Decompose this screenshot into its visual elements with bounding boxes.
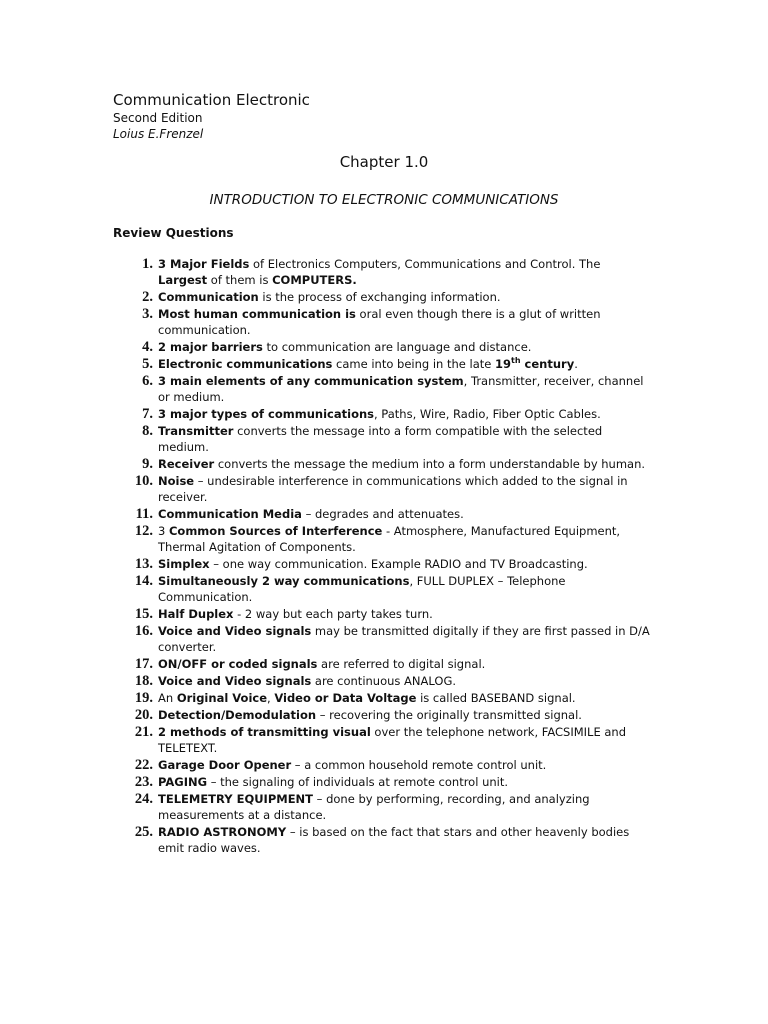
text-run: - Atmosphere, Manufactured Equipment, Thermal Agitation of Components. xyxy=(158,524,621,554)
list-item xyxy=(113,690,653,706)
list-item-number: 14. xyxy=(134,573,153,589)
list-item-number: 12. xyxy=(134,523,153,539)
text-run: converts the message the medium into a form understandable by human. xyxy=(214,457,646,471)
list-item-number: 25. xyxy=(134,824,153,840)
text-run: – a common household remote control unit. xyxy=(291,758,547,772)
list-item xyxy=(113,406,653,422)
list-item xyxy=(113,256,653,288)
list-item-number: 7. xyxy=(142,406,153,422)
text-run: – done by performing, recording, and analyzing measurements at a distance. xyxy=(158,792,590,822)
text-run: of Electronics Computers, Communications and Control. The xyxy=(249,257,601,271)
text-run: , Paths, Wire, Radio, Fiber Optic Cables. xyxy=(374,407,601,421)
list-item-text xyxy=(158,507,464,521)
list-item xyxy=(113,456,653,472)
list-item-text xyxy=(158,457,645,471)
list-item xyxy=(113,556,653,572)
list-item xyxy=(113,356,653,372)
list-item xyxy=(113,791,653,823)
bold-term: Video or Data Voltage xyxy=(274,691,417,705)
section-title: Review Questions xyxy=(113,226,234,240)
chapter-heading: Chapter 1.0 xyxy=(339,153,429,171)
list-item-number: 9. xyxy=(142,456,153,472)
chapter-title: INTRODUCTION TO ELECTRONIC COMMUNICATIONS xyxy=(209,192,559,208)
text-run: , Transmitter, receiver, channel or medium. xyxy=(158,374,644,404)
bold-term: COMPUTERS. xyxy=(272,273,357,287)
list-item xyxy=(113,774,653,790)
bold-term: PAGING xyxy=(158,775,208,789)
list-item-number: 3. xyxy=(142,306,153,322)
list-item-text xyxy=(158,758,546,772)
list-item xyxy=(113,373,653,405)
bold-term: 3 major types of communications xyxy=(158,407,374,421)
bold-term: Garage Door Opener xyxy=(158,758,292,772)
list-item-number: 4. xyxy=(142,339,153,355)
text-run: oral even though there is a glut of written communication. xyxy=(158,307,601,337)
list-item-text xyxy=(158,775,508,789)
list-item-number: 11. xyxy=(135,506,153,522)
book-edition: Second Edition xyxy=(113,111,203,125)
text-run: may be transmitted digitally if they are first passed in D/A converter. xyxy=(158,624,650,654)
bold-term: Largest xyxy=(158,273,208,287)
list-item-number: 19. xyxy=(134,690,153,706)
bold-term: Voice and Video signals xyxy=(158,624,312,638)
text-run: , xyxy=(267,691,275,705)
list-item xyxy=(113,523,653,555)
list-item xyxy=(113,824,653,856)
list-item-text xyxy=(158,624,650,654)
bold-term: Communication xyxy=(158,290,259,304)
review-questions-list xyxy=(113,256,653,857)
list-item xyxy=(113,707,653,723)
list-item-number: 1. xyxy=(142,256,153,272)
list-item-text xyxy=(158,290,501,304)
bold-term: Noise xyxy=(158,474,195,488)
bold-term: Original Voice xyxy=(176,691,267,705)
list-item-number: 21. xyxy=(134,724,153,740)
list-item-number: 18. xyxy=(134,673,153,689)
list-item-text xyxy=(158,524,620,554)
list-item-number: 6. xyxy=(142,373,153,389)
bold-term: ON/OFF or coded signals xyxy=(158,657,318,671)
list-item-text xyxy=(158,257,600,287)
bold-term: TELEMETRY EQUIPMENT xyxy=(158,792,314,806)
list-item xyxy=(113,306,653,338)
list-item-number: 10. xyxy=(134,473,153,489)
text-run: is called BASEBAND signal. xyxy=(416,691,576,705)
text-run: – undesirable interference in communications which added to the signal in receiver. xyxy=(158,474,628,504)
list-item-text xyxy=(158,708,582,722)
list-item xyxy=(113,606,653,622)
list-item-text xyxy=(158,657,485,671)
text-run: – the signaling of individuals at remote control unit. xyxy=(207,775,508,789)
bold-term: Electronic communications xyxy=(158,357,333,371)
list-item xyxy=(113,289,653,305)
list-item-text xyxy=(158,825,629,855)
book-title: Communication Electronic xyxy=(113,91,310,109)
list-item-number: 15. xyxy=(134,606,153,622)
text-run: – degrades and attenuates. xyxy=(301,507,464,521)
bold-term: 2 major barriers xyxy=(158,340,263,354)
list-item xyxy=(113,423,653,455)
text-run: of them is xyxy=(207,273,273,287)
book-author: Loius E.Frenzel xyxy=(113,127,204,141)
bold-term: Transmitter xyxy=(158,424,234,438)
list-item-text xyxy=(158,374,643,404)
bold-term: Simplex xyxy=(158,557,210,571)
list-item-number: 8. xyxy=(142,423,153,439)
bold-term: 3 Major Fields xyxy=(158,257,250,271)
list-item xyxy=(113,757,653,773)
text-run: is the process of exchanging information. xyxy=(258,290,501,304)
list-item-text xyxy=(158,557,588,571)
text-run: over the telephone network, FACSIMILE and TELETEXT. xyxy=(158,725,626,755)
text-run: , FULL DUPLEX – Telephone Communication. xyxy=(158,574,566,604)
list-item xyxy=(113,473,653,505)
list-item xyxy=(113,506,653,522)
text-run: – recovering the originally transmitted signal. xyxy=(316,708,582,722)
list-item-text xyxy=(158,792,590,822)
list-item xyxy=(113,573,653,605)
text-run: came into being in the late xyxy=(332,357,495,371)
list-item-text xyxy=(158,407,601,421)
bold-term: Detection/Demodulation xyxy=(158,708,317,722)
text-run: An xyxy=(158,691,177,705)
list-item-text xyxy=(158,674,456,688)
list-item-text xyxy=(158,607,433,621)
list-item-number: 17. xyxy=(134,656,153,672)
bold-term: 3 main elements of any communication system xyxy=(158,374,464,388)
list-item-number: 22. xyxy=(134,757,153,773)
bold-term: Communication Media xyxy=(158,507,302,521)
text-run: . xyxy=(574,357,578,371)
bold-term: 19 xyxy=(495,357,512,371)
bold-term: Receiver xyxy=(158,457,215,471)
text-run: 3 xyxy=(158,524,169,538)
bold-term: Most human communication is xyxy=(158,307,356,321)
bold-term: Voice and Video signals xyxy=(158,674,312,688)
list-item-number: 5. xyxy=(142,356,153,372)
text-run: are referred to digital signal. xyxy=(317,657,486,671)
list-item xyxy=(113,724,653,756)
list-item-text xyxy=(158,725,626,755)
book-header xyxy=(113,90,310,142)
list-item-number: 23. xyxy=(134,774,153,790)
text-run: converts the message into a form compatible with the selected medium. xyxy=(158,424,603,454)
list-item xyxy=(113,656,653,672)
list-item-number: 16. xyxy=(134,623,153,639)
text-run: are continuous ANALOG. xyxy=(311,674,457,688)
list-item xyxy=(113,673,653,689)
list-item-text xyxy=(158,574,566,604)
list-item-number: 20. xyxy=(134,707,153,723)
list-item-text xyxy=(158,691,576,705)
bold-term: century xyxy=(520,357,575,371)
text-run: - 2 way but each party takes turn. xyxy=(233,607,433,621)
list-item-text xyxy=(158,424,602,454)
text-run: – is based on the fact that stars and other heavenly bodies emit radio waves. xyxy=(158,825,630,855)
bold-term: 2 methods of transmitting visual xyxy=(158,725,371,739)
text-run: – one way communication. Example RADIO and TV Broadcasting. xyxy=(209,557,588,571)
bold-term: th xyxy=(511,356,521,366)
list-item-text xyxy=(158,340,531,354)
list-item xyxy=(113,623,653,655)
text-run: to communication are language and distance. xyxy=(262,340,532,354)
list-item-number: 2. xyxy=(142,289,153,305)
bold-term: Common Sources of Interference xyxy=(168,524,383,538)
list-item xyxy=(113,339,653,355)
list-item-number: 13. xyxy=(134,556,153,572)
list-item-number: 24. xyxy=(134,791,153,807)
bold-term: Half Duplex xyxy=(158,607,234,621)
bold-term: Simultaneously 2 way communications xyxy=(158,574,410,588)
list-item-text xyxy=(158,357,578,371)
list-item-text xyxy=(158,307,601,337)
bold-term: RADIO ASTRONOMY xyxy=(158,825,287,839)
list-item-text xyxy=(158,474,628,504)
